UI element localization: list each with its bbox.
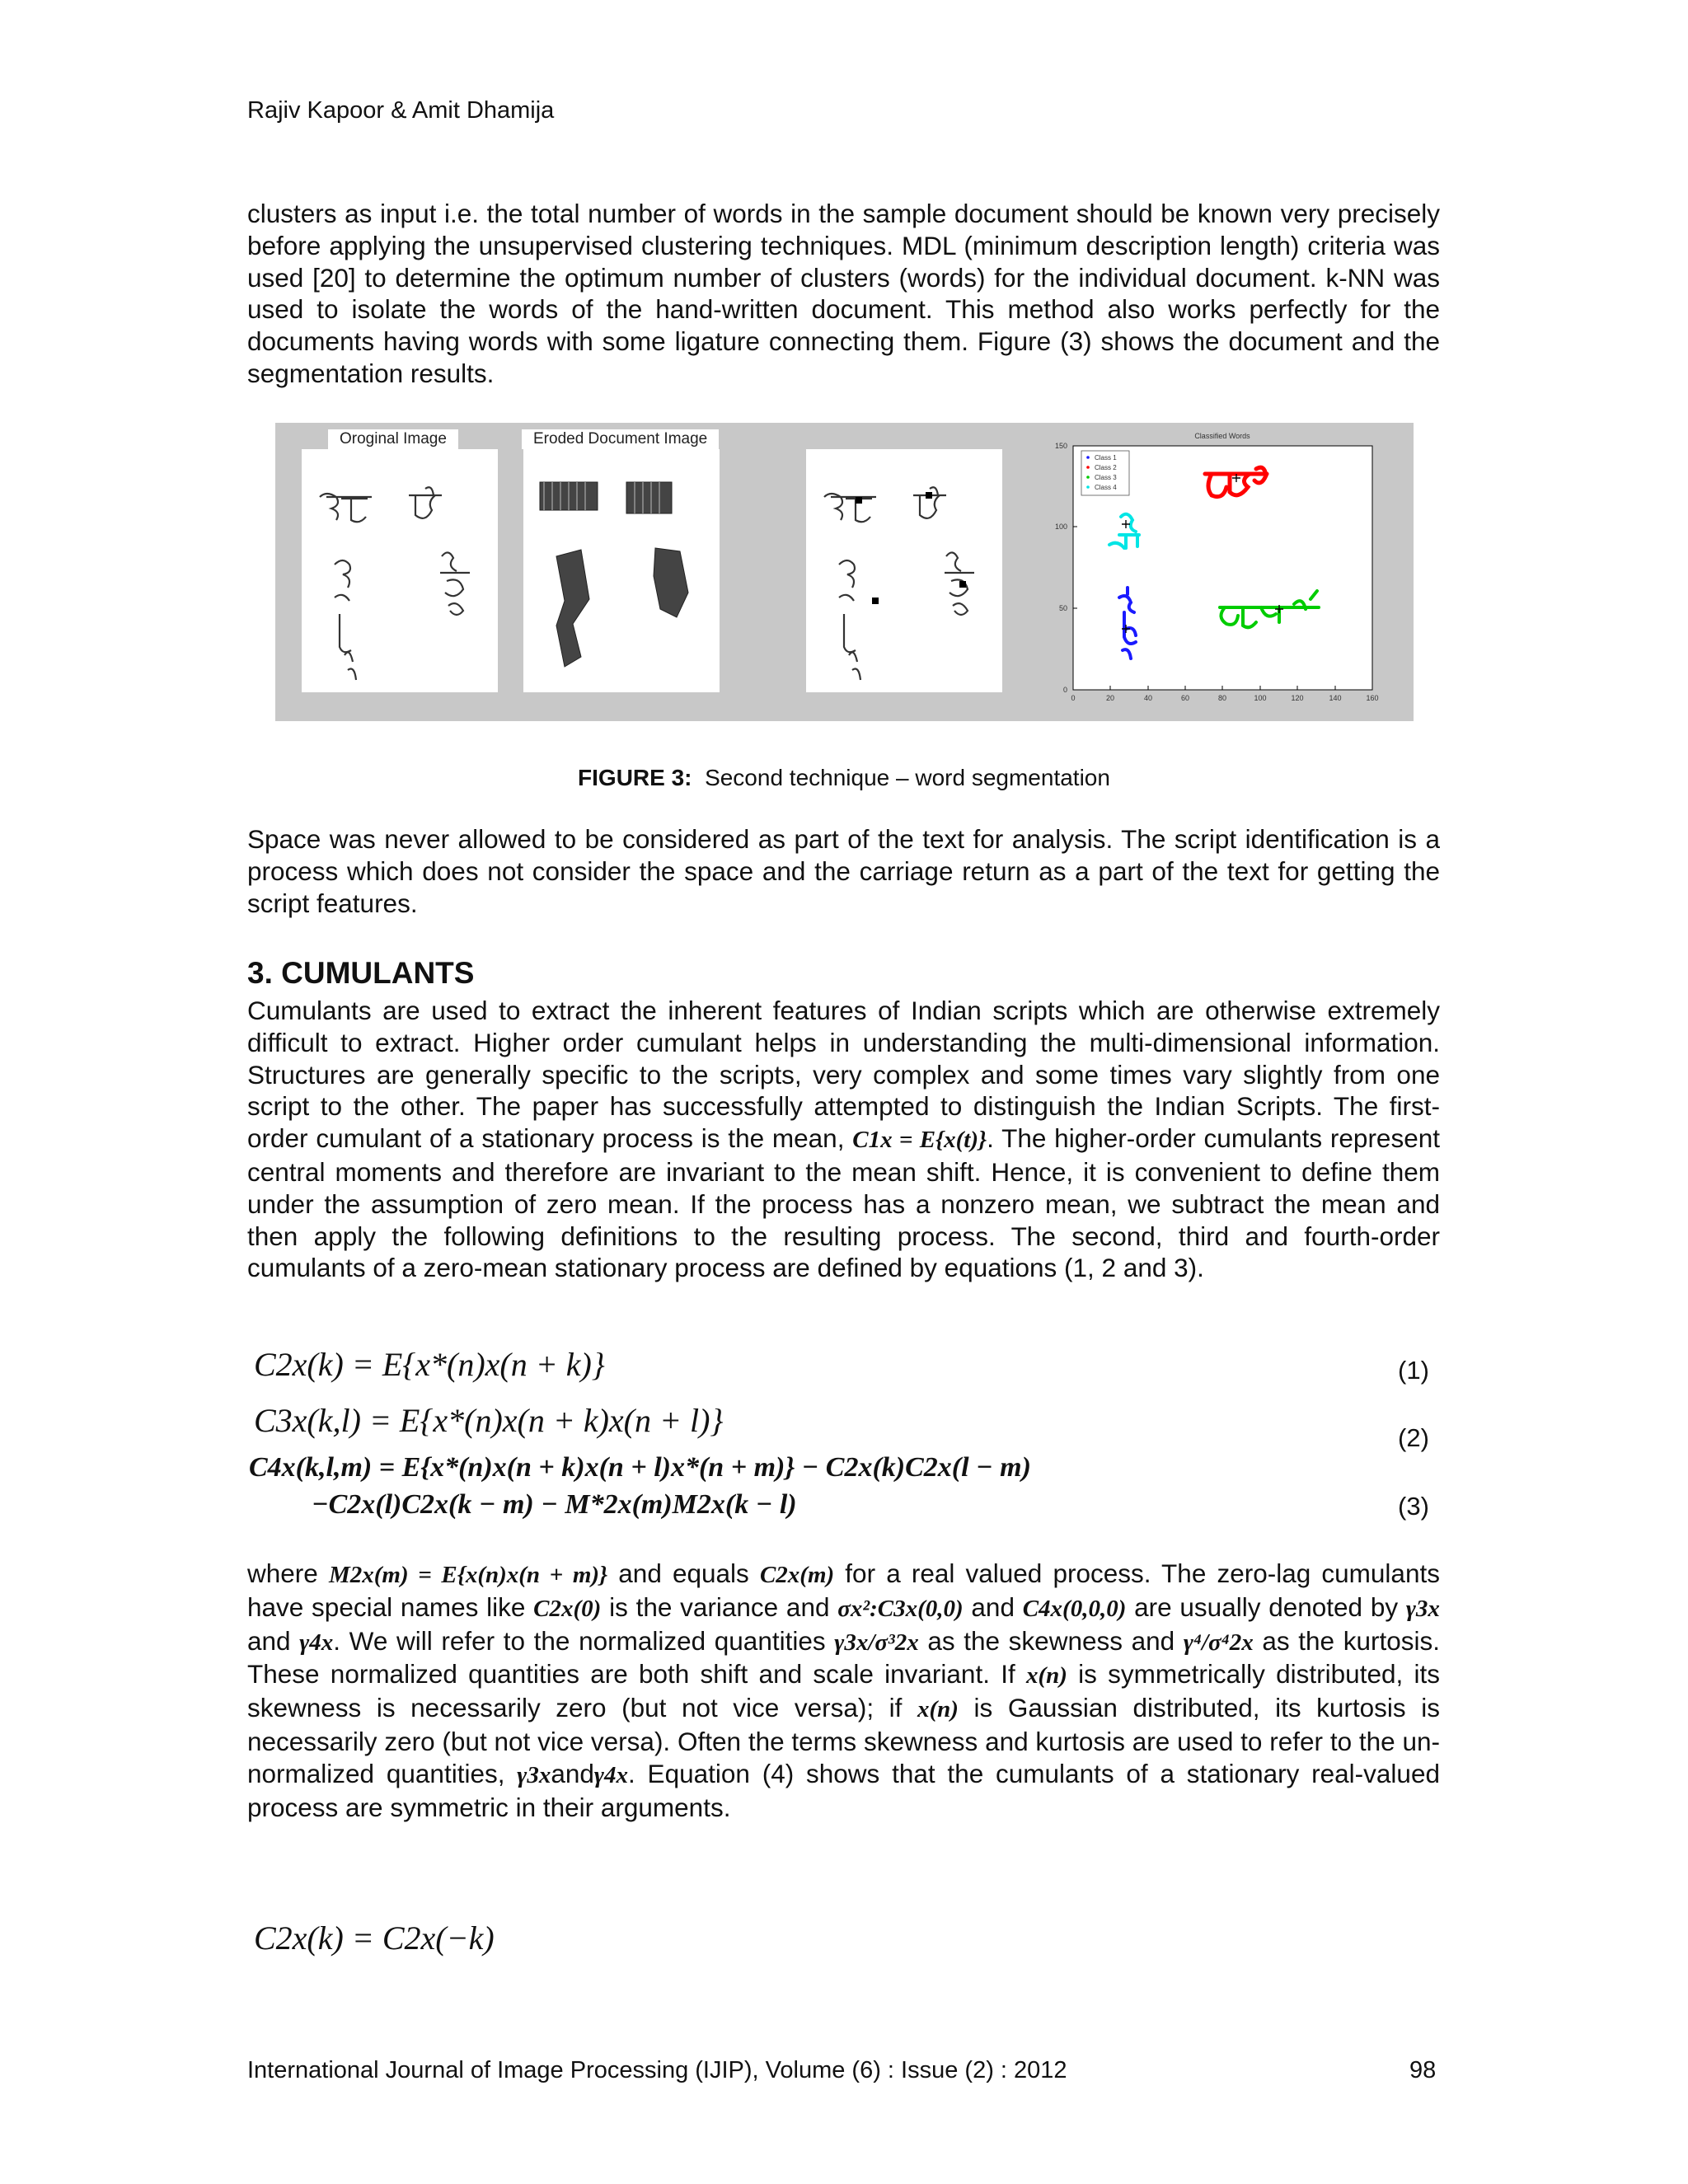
equation-number: (1): [1398, 1356, 1429, 1385]
handwriting-original: [302, 449, 498, 692]
inline-math: γ3x: [517, 1761, 551, 1788]
inline-math: γ4x: [593, 1761, 628, 1788]
page-number: 98: [1409, 2057, 1437, 2083]
panel-title: Eroded Document Image: [522, 429, 719, 449]
x-tick: 20: [1105, 694, 1115, 702]
paragraph-text: as the skewness and: [927, 1625, 1175, 1656]
equation-2: C3x(k,l) = E{x*(n)x(n + k)x(n + l)}: [254, 1402, 724, 1439]
handwriting-eroded: [523, 449, 720, 692]
x-tick: 160: [1366, 694, 1379, 702]
plot-title: Classified Words: [1194, 432, 1250, 440]
inline-math: C2x(m): [759, 1562, 835, 1588]
paragraph-text: clusters as input i.e. the total number of words in the sample document should be known very precisely before applying the unsupervised clustering techniques. MDL (minimum description length) criteria was used [20] to determine the optimum number of clusters (words) for the individual document. k-NN was used to isolate the words of the hand-written document. This method also works perfectly for the documents having words with some ligature connecting them. Figure (3) shows the document and the segmentation results.: [247, 199, 1440, 388]
paragraph-text: as the kurtosis. These normalized quantities are both shift and scale invariant. If: [247, 1625, 1440, 1690]
paragraph-text: for a real valued process. The zero-lag cumulants have special names like: [247, 1558, 1440, 1622]
legend-label: Class 3: [1095, 474, 1117, 481]
inline-math: C4x(0,0,0): [1022, 1595, 1127, 1622]
equation-number: (3): [1398, 1492, 1429, 1521]
x-tick: 80: [1217, 694, 1227, 702]
paragraph-text: is Gaussian distributed, its kurtosis is necessarily zero (but not vice versa). Often the terms skewness and kurtosis are used to refer to the un-normalized quantities,: [247, 1693, 1440, 1788]
inline-math: γ4x: [299, 1629, 334, 1656]
paragraph-text: Cumulants are used to extract the inherent features of Indian scripts which are otherwise extremely difficult to extract. Higher order cumulant helps in understanding the multi-dimensional information. Structures are generally specific to the scripts, very complex and some times vary slightly from one script to the other. The paper has successfully attempted to distinguish the Indian Scripts. The first-order cumulant of a stationary process is the mean,: [247, 996, 1440, 1154]
inline-math: M2x(m) = E{x(n)x(n + m)}: [328, 1562, 608, 1588]
paragraph-text: where: [247, 1558, 318, 1588]
legend-marker: [1086, 466, 1090, 469]
classified-words-plot: [1022, 423, 1414, 721]
paragraph-text: and equals: [618, 1558, 749, 1588]
inline-math: x(n): [917, 1696, 959, 1723]
paragraph-text: . We will refer to the normalized quantities: [333, 1625, 826, 1656]
y-tick: 150: [1054, 442, 1067, 450]
paragraph-text: . The higher-order cumulants represent central moments and therefore are invariant to the mean shift. Hence, it is convenient to define them under the assumption of zero mean. If the process has a nonzero mean, we subtract the mean and then apply the following definitions to the resulting process. The second, third and fourth-order cumulants of a zero-mean stationary process are defined by equations (1, 2 and 3).: [247, 1123, 1440, 1283]
equation-4: C2x(k) = C2x(−k): [254, 1919, 495, 1957]
x-tick: 140: [1329, 694, 1342, 702]
paragraph-text: is symmetrically distributed, its skewness is necessarily zero (but not vice versa); if: [247, 1659, 1440, 1723]
equation-number: (2): [1398, 1423, 1429, 1452]
running-header: Rajiv Kapoor & Amit Dhamija: [247, 97, 555, 124]
paragraph-text: and: [551, 1758, 594, 1788]
panel-title: Oroginal Image: [328, 429, 458, 449]
inline-math: γ⁴/σ⁴2x: [1183, 1629, 1254, 1656]
x-tick: 40: [1143, 694, 1153, 702]
paragraph-segmentation: [247, 198, 1440, 390]
equation-3-line-2: −C2x(l)C2x(k − m) − M*2x(m)M2x(k − l): [312, 1489, 797, 1520]
paragraph-zero-lag: [247, 1558, 1440, 1823]
legend-marker: [1086, 476, 1090, 479]
eroded-image-panel: [523, 430, 720, 692]
paragraph-text: are usually denoted by: [1134, 1591, 1399, 1622]
scatter-chart: [1022, 423, 1414, 721]
x-tick: 100: [1254, 694, 1267, 702]
paragraph-text: Space was never allowed to be considered as part of the text for analysis. The script identification is a process which does not consider the space and the carriage return as a part of the text for getting the script features.: [247, 824, 1440, 918]
inline-math: C1x = E{x(t)}: [852, 1127, 987, 1154]
segmented-image-panel: [806, 449, 1002, 692]
x-tick: 0: [1071, 694, 1076, 702]
section-heading: 3. CUMULANTS: [247, 956, 475, 990]
legend-label: Class 1: [1095, 454, 1117, 462]
y-tick: 50: [1058, 604, 1067, 612]
original-image-panel: [302, 430, 498, 692]
inline-math: γ3x/σ³2x: [834, 1629, 919, 1656]
legend-marker: [1086, 485, 1090, 489]
handwriting-segmented: [806, 449, 1002, 692]
journal-footer: International Journal of Image Processing (IJIP), Volume (6) : Issue (2) : 2012: [247, 2057, 1067, 2083]
inline-math: C2x(0): [533, 1595, 602, 1622]
caption-label: FIGURE 3:: [578, 765, 692, 790]
y-tick: 0: [1062, 686, 1067, 694]
caption-text: Second technique – word segmentation: [705, 765, 1110, 790]
paragraph-space: [247, 823, 1440, 919]
equation-3-line-1: C4x(k,l,m) = E{x*(n)x(n + k)x(n + l)x*(n + m)} − C2x(k)C2x(l − m): [249, 1452, 1031, 1483]
inline-math: σx²:C3x(0,0): [837, 1595, 964, 1622]
x-tick: 60: [1180, 694, 1190, 702]
legend-marker: [1086, 456, 1090, 459]
equation-1: C2x(k) = E{x*(n)x(n + k)}: [254, 1346, 605, 1383]
y-tick: 100: [1054, 523, 1067, 531]
paragraph-text: and: [247, 1625, 291, 1656]
inline-math: x(n): [1025, 1662, 1067, 1690]
paragraph-text: and: [971, 1591, 1015, 1622]
paragraph-cumulants: [247, 995, 1440, 1284]
figure-caption: [0, 765, 1688, 791]
x-tick: 120: [1291, 694, 1304, 702]
inline-math: γ3x: [1405, 1595, 1440, 1622]
legend-label: Class 4: [1095, 484, 1117, 491]
paragraph-text: is the variance and: [609, 1591, 830, 1622]
paragraph-text: . Equation (4) shows that the cumulants of a stationary real-valued process are symmetric in their arguments.: [247, 1758, 1440, 1822]
legend-label: Class 2: [1095, 464, 1117, 471]
figure-3: [275, 423, 1414, 721]
